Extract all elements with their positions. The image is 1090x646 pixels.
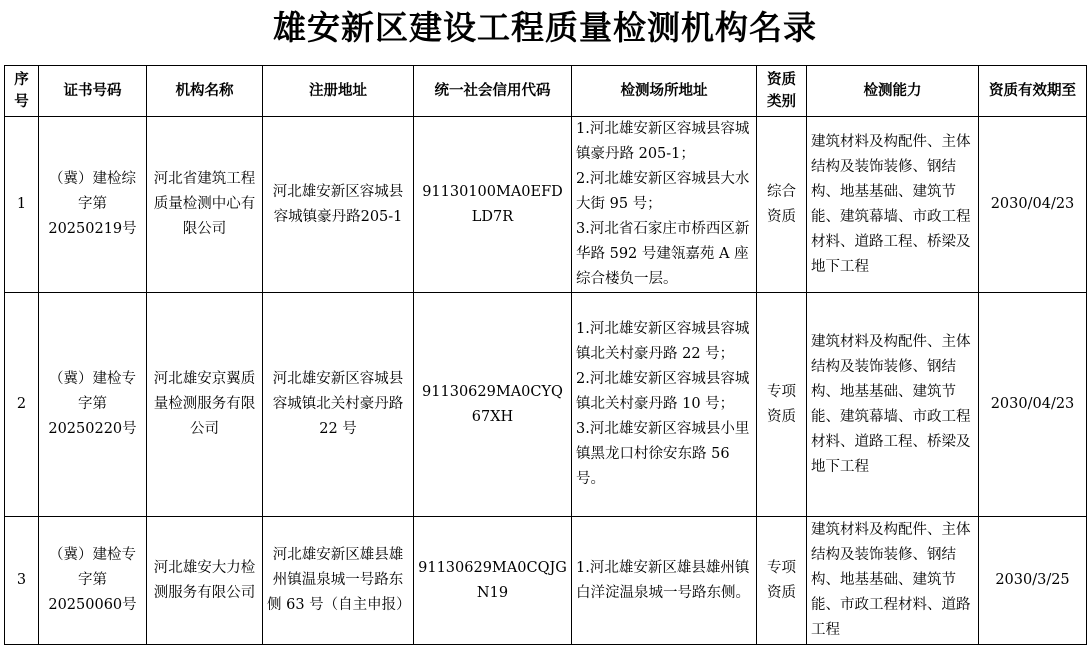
- row-credit-code: 91130100MA0EFDLD7R: [414, 117, 572, 293]
- row-valid-until: 2030/04/23: [979, 117, 1087, 293]
- row-capability: 建筑材料及构配件、主体结构及装饰装修、钢结构、地基基础、建筑节能、建筑幕墙、市政工程材料、道路工程、桥梁及地下工程: [807, 117, 979, 293]
- test-site-line: 3.河北雄安新区容城县小里镇黑龙口村徐安东路 56 号。: [576, 421, 750, 487]
- row-reg-address: 河北雄安新区雄县雄州镇温泉城一号路东侧 63 号（自主申报）: [263, 517, 414, 645]
- test-site-line: 1.河北雄安新区容城县容城镇豪丹路 205-1；: [576, 121, 750, 162]
- test-site-line: 1.河北雄安新区雄县雄州镇白洋淀温泉城一号路东侧。: [576, 559, 750, 601]
- header-test-sites: 检测场所地址: [572, 66, 757, 117]
- row-credit-code: 91130629MA0CQJGN19: [414, 517, 572, 645]
- header-index: 序号: [5, 66, 39, 117]
- row-capability: 建筑材料及构配件、主体结构及装饰装修、钢结构、地基基础、建筑节能、建筑幕墙、市政工程材料、道路工程、桥梁及地下工程: [807, 293, 979, 517]
- row-org-name: 河北雄安大力检测服务有限公司: [147, 517, 263, 645]
- row-credit-code: 91130629MA0CYQ67XH: [414, 293, 572, 517]
- row-index: 2: [5, 293, 39, 517]
- header-capability: 检测能力: [807, 66, 979, 117]
- test-site-line: 1.河北雄安新区容城县容城镇北关村豪丹路 22 号；: [576, 321, 750, 362]
- agency-table: [4, 65, 1087, 645]
- header-valid-until: 资质有效期至: [979, 66, 1087, 117]
- table-header-row: [5, 66, 1087, 117]
- row-valid-until: 2030/3/25: [979, 517, 1087, 645]
- row-qual-type: 专项资质: [757, 293, 807, 517]
- row-valid-until: 2030/04/23: [979, 293, 1087, 517]
- row-index: 3: [5, 517, 39, 645]
- test-site-line: 2.河北雄安新区容城县大水大街 95 号；: [576, 171, 750, 212]
- row-cert-no: （冀）建检专字第20250060号: [39, 517, 147, 645]
- header-credit-code: 统一社会信用代码: [414, 66, 572, 117]
- table-row: [5, 117, 1087, 293]
- header-org-name: 机构名称: [147, 66, 263, 117]
- row-org-name: 河北省建筑工程质量检测中心有限公司: [147, 117, 263, 293]
- row-index: 1: [5, 117, 39, 293]
- row-reg-address: 河北雄安新区容城县容城镇豪丹路205-1: [263, 117, 414, 293]
- table-row: [5, 517, 1087, 645]
- test-site-line: 3.河北省石家庄市桥西区新华路 592 号建瓴嘉苑 A 座综合楼负一层。: [576, 221, 750, 287]
- row-test-sites: [572, 517, 757, 645]
- row-org-name: 河北雄安京翼质量检测服务有限公司: [147, 293, 263, 517]
- header-reg-address: 注册地址: [263, 66, 414, 117]
- header-qual-type: 资质类别: [757, 66, 807, 117]
- row-qual-type: 专项资质: [757, 517, 807, 645]
- row-test-sites: [572, 293, 757, 517]
- table-row: [5, 293, 1087, 517]
- row-cert-no: （冀）建检综字第20250219号: [39, 117, 147, 293]
- row-reg-address: 河北雄安新区容城县容城镇北关村豪丹路 22 号: [263, 293, 414, 517]
- header-cert-no: 证书号码: [39, 66, 147, 117]
- page-title: 雄安新区建设工程质量检测机构名录: [273, 8, 817, 47]
- row-capability: 建筑材料及构配件、主体结构及装饰装修、钢结构、地基基础、建筑节能、市政工程材料、道路工程: [807, 517, 979, 645]
- row-test-sites: [572, 117, 757, 293]
- test-site-line: 2.河北雄安新区容城县容城镇北关村豪丹路 10 号；: [576, 371, 750, 412]
- row-cert-no: （冀）建检专字第20250220号: [39, 293, 147, 517]
- row-qual-type: 综合资质: [757, 117, 807, 293]
